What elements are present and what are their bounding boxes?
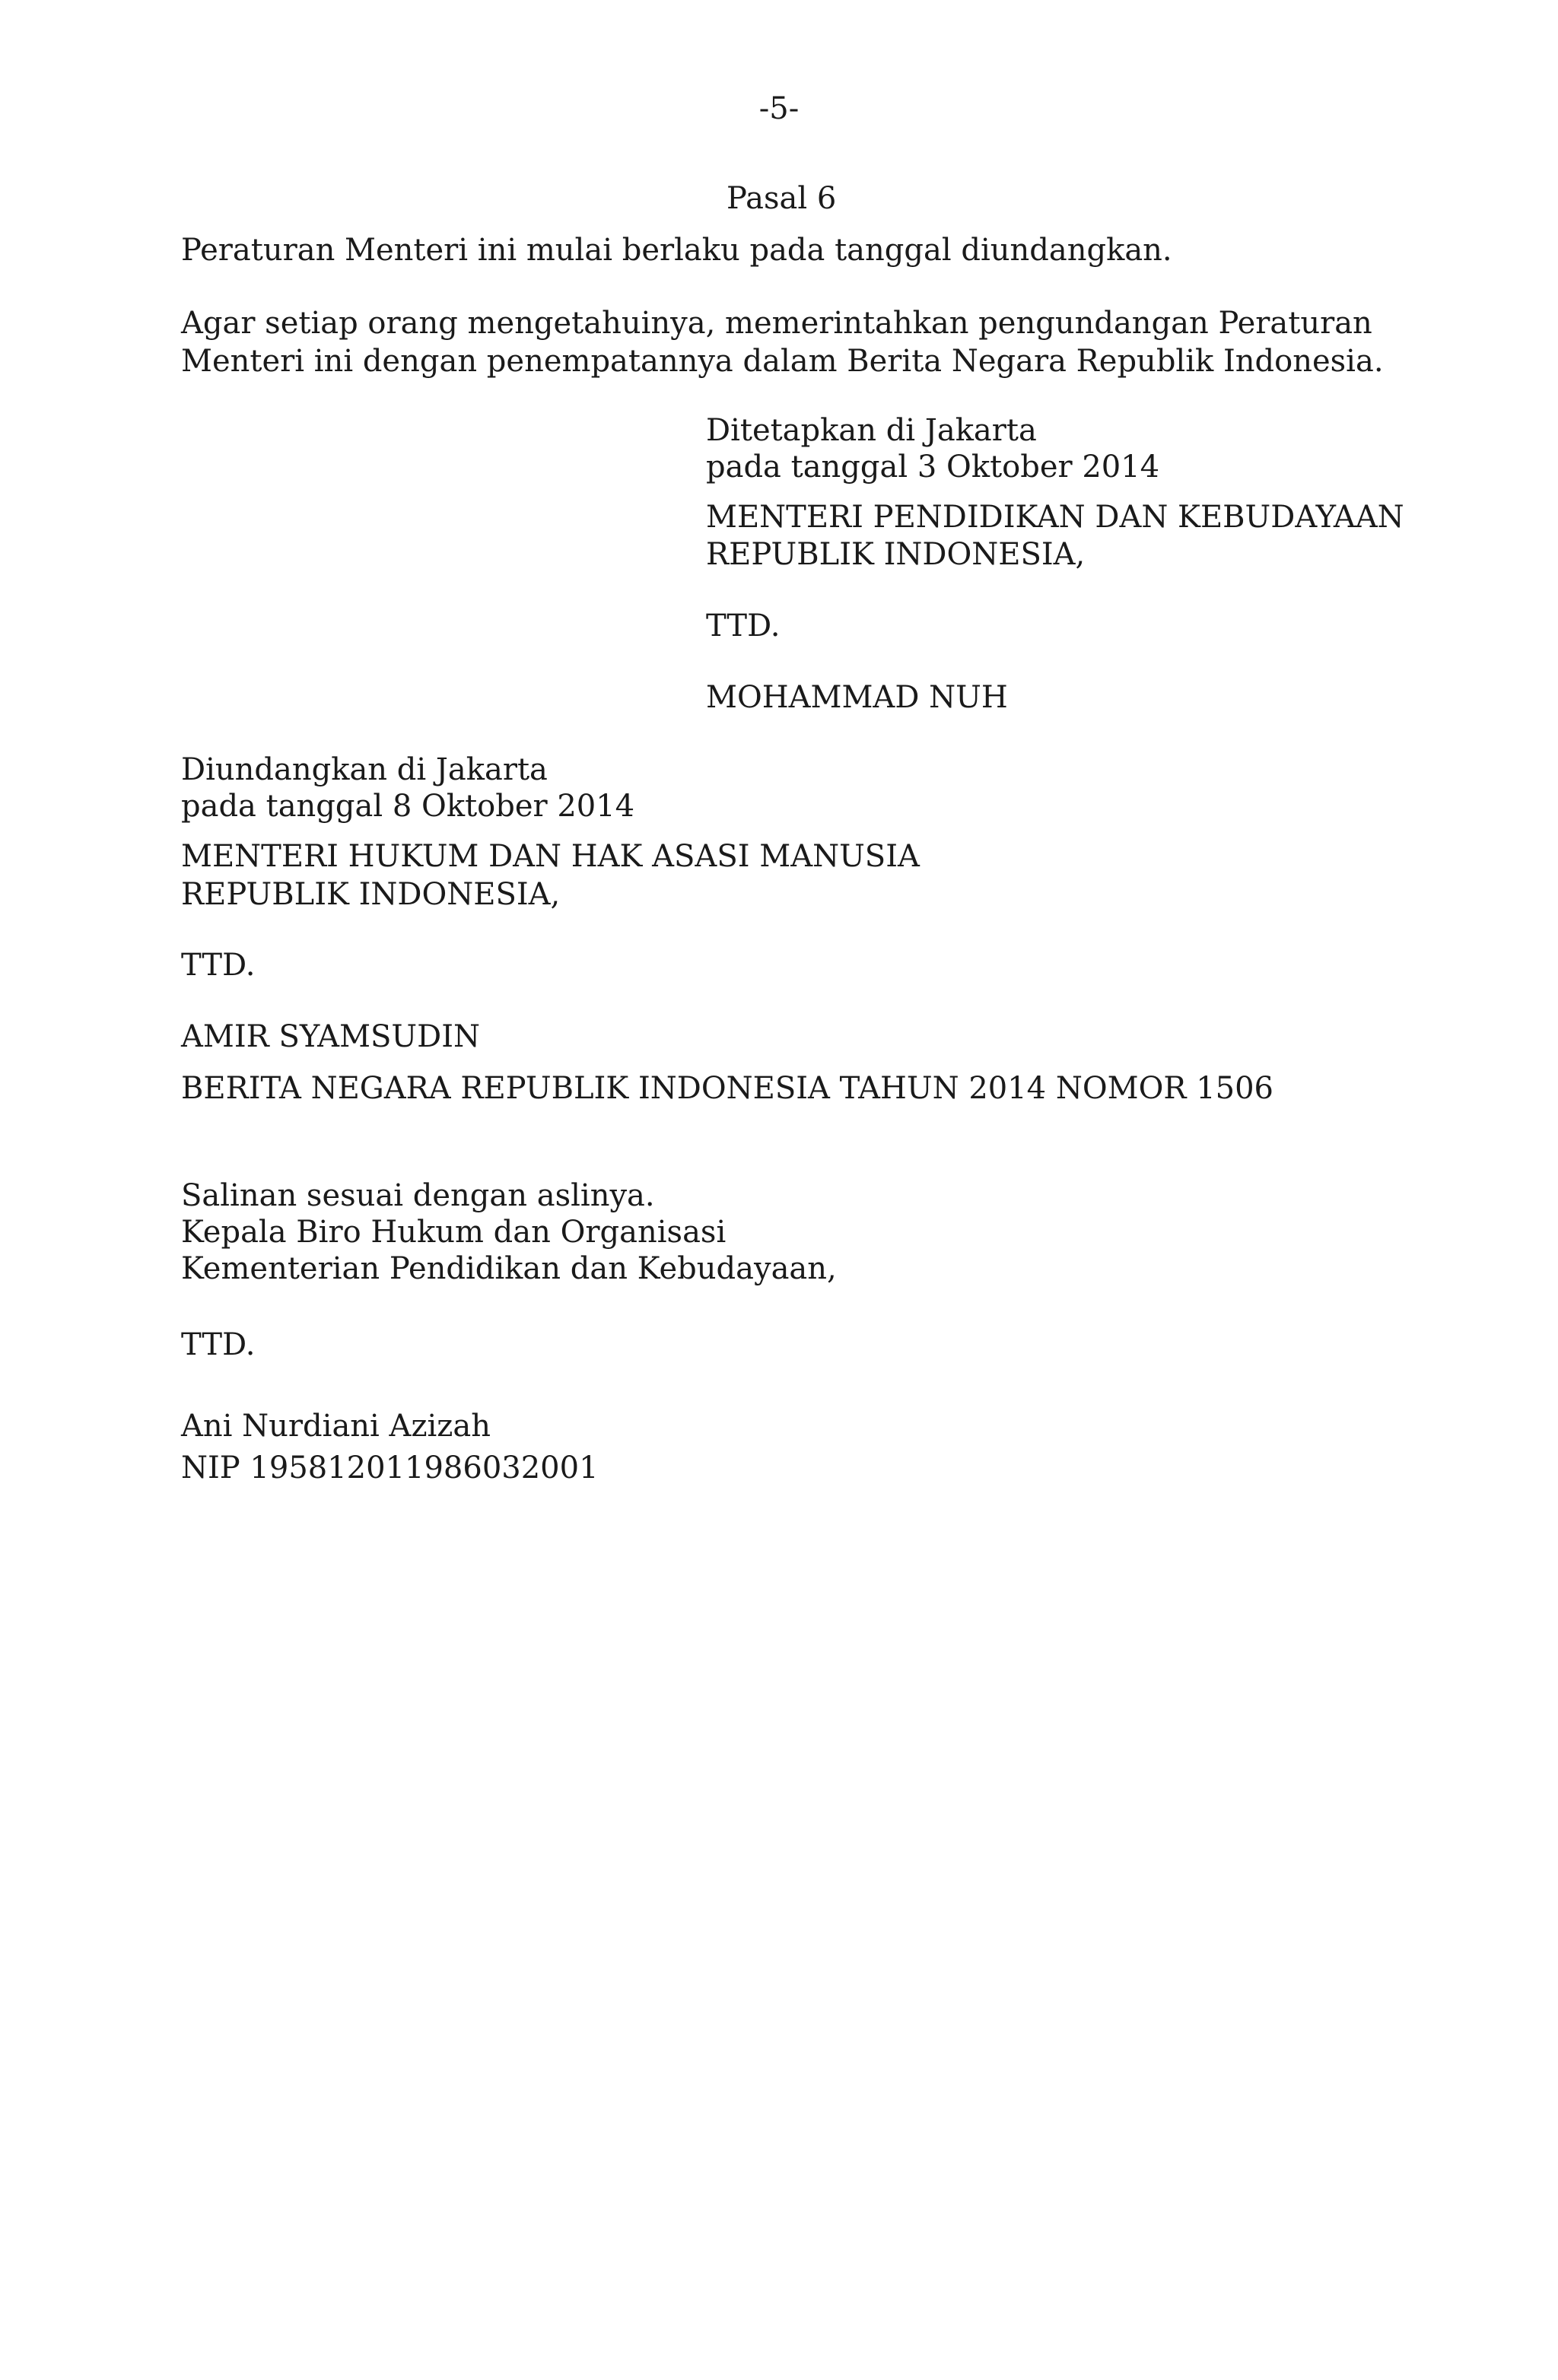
certified-copy-line: Salinan sesuai dengan aslinya. xyxy=(181,1178,655,1213)
article-paragraph: Peraturan Menteri ini mulai berlaku pada tanggal diundangkan. xyxy=(181,233,1172,268)
gazette-reference: BERITA NEGARA REPUBLIK INDONESIA TAHUN 2014 NOMOR 1506 xyxy=(181,1071,1273,1106)
promulgation-signatory-name: AMIR SYAMSUDIN xyxy=(181,1019,481,1054)
certified-copy-signature: TTD. xyxy=(181,1327,256,1362)
enactment-signatory-name: MOHAMMAD NUH xyxy=(706,680,1008,715)
promulgation-office: REPUBLIK INDONESIA, xyxy=(181,877,561,912)
certified-copy-nip: NIP 195812011986032001 xyxy=(181,1451,599,1486)
certified-copy-line: Kepala Biro Hukum dan Organisasi xyxy=(181,1215,727,1250)
promulgation-place: Diundangkan di Jakarta xyxy=(181,752,548,787)
enactment-signature: TTD. xyxy=(706,609,781,643)
page-number: -5- xyxy=(758,91,800,126)
closing-paragraph-line: Agar setiap orang mengetahuinya, memerintahkan pengundangan Peraturan xyxy=(181,306,1372,341)
enactment-date: pada tanggal 3 Oktober 2014 xyxy=(706,450,1160,485)
enactment-office: MENTERI PENDIDIKAN DAN KEBUDAYAAN xyxy=(706,500,1404,535)
certified-copy-line: Kementerian Pendidikan dan Kebudayaan, xyxy=(181,1251,837,1286)
promulgation-date: pada tanggal 8 Oktober 2014 xyxy=(181,789,635,824)
certified-copy-name: Ani Nurdiani Azizah xyxy=(181,1409,491,1444)
enactment-place: Ditetapkan di Jakarta xyxy=(706,413,1037,448)
article-heading: Pasal 6 xyxy=(727,181,837,216)
promulgation-signature: TTD. xyxy=(181,948,256,983)
enactment-office: REPUBLIK INDONESIA, xyxy=(706,537,1086,572)
closing-paragraph-line: Menteri ini dengan penempatannya dalam Berita Negara Republik Indonesia. xyxy=(181,344,1384,379)
promulgation-office: MENTERI HUKUM DAN HAK ASASI MANUSIA xyxy=(181,839,920,874)
